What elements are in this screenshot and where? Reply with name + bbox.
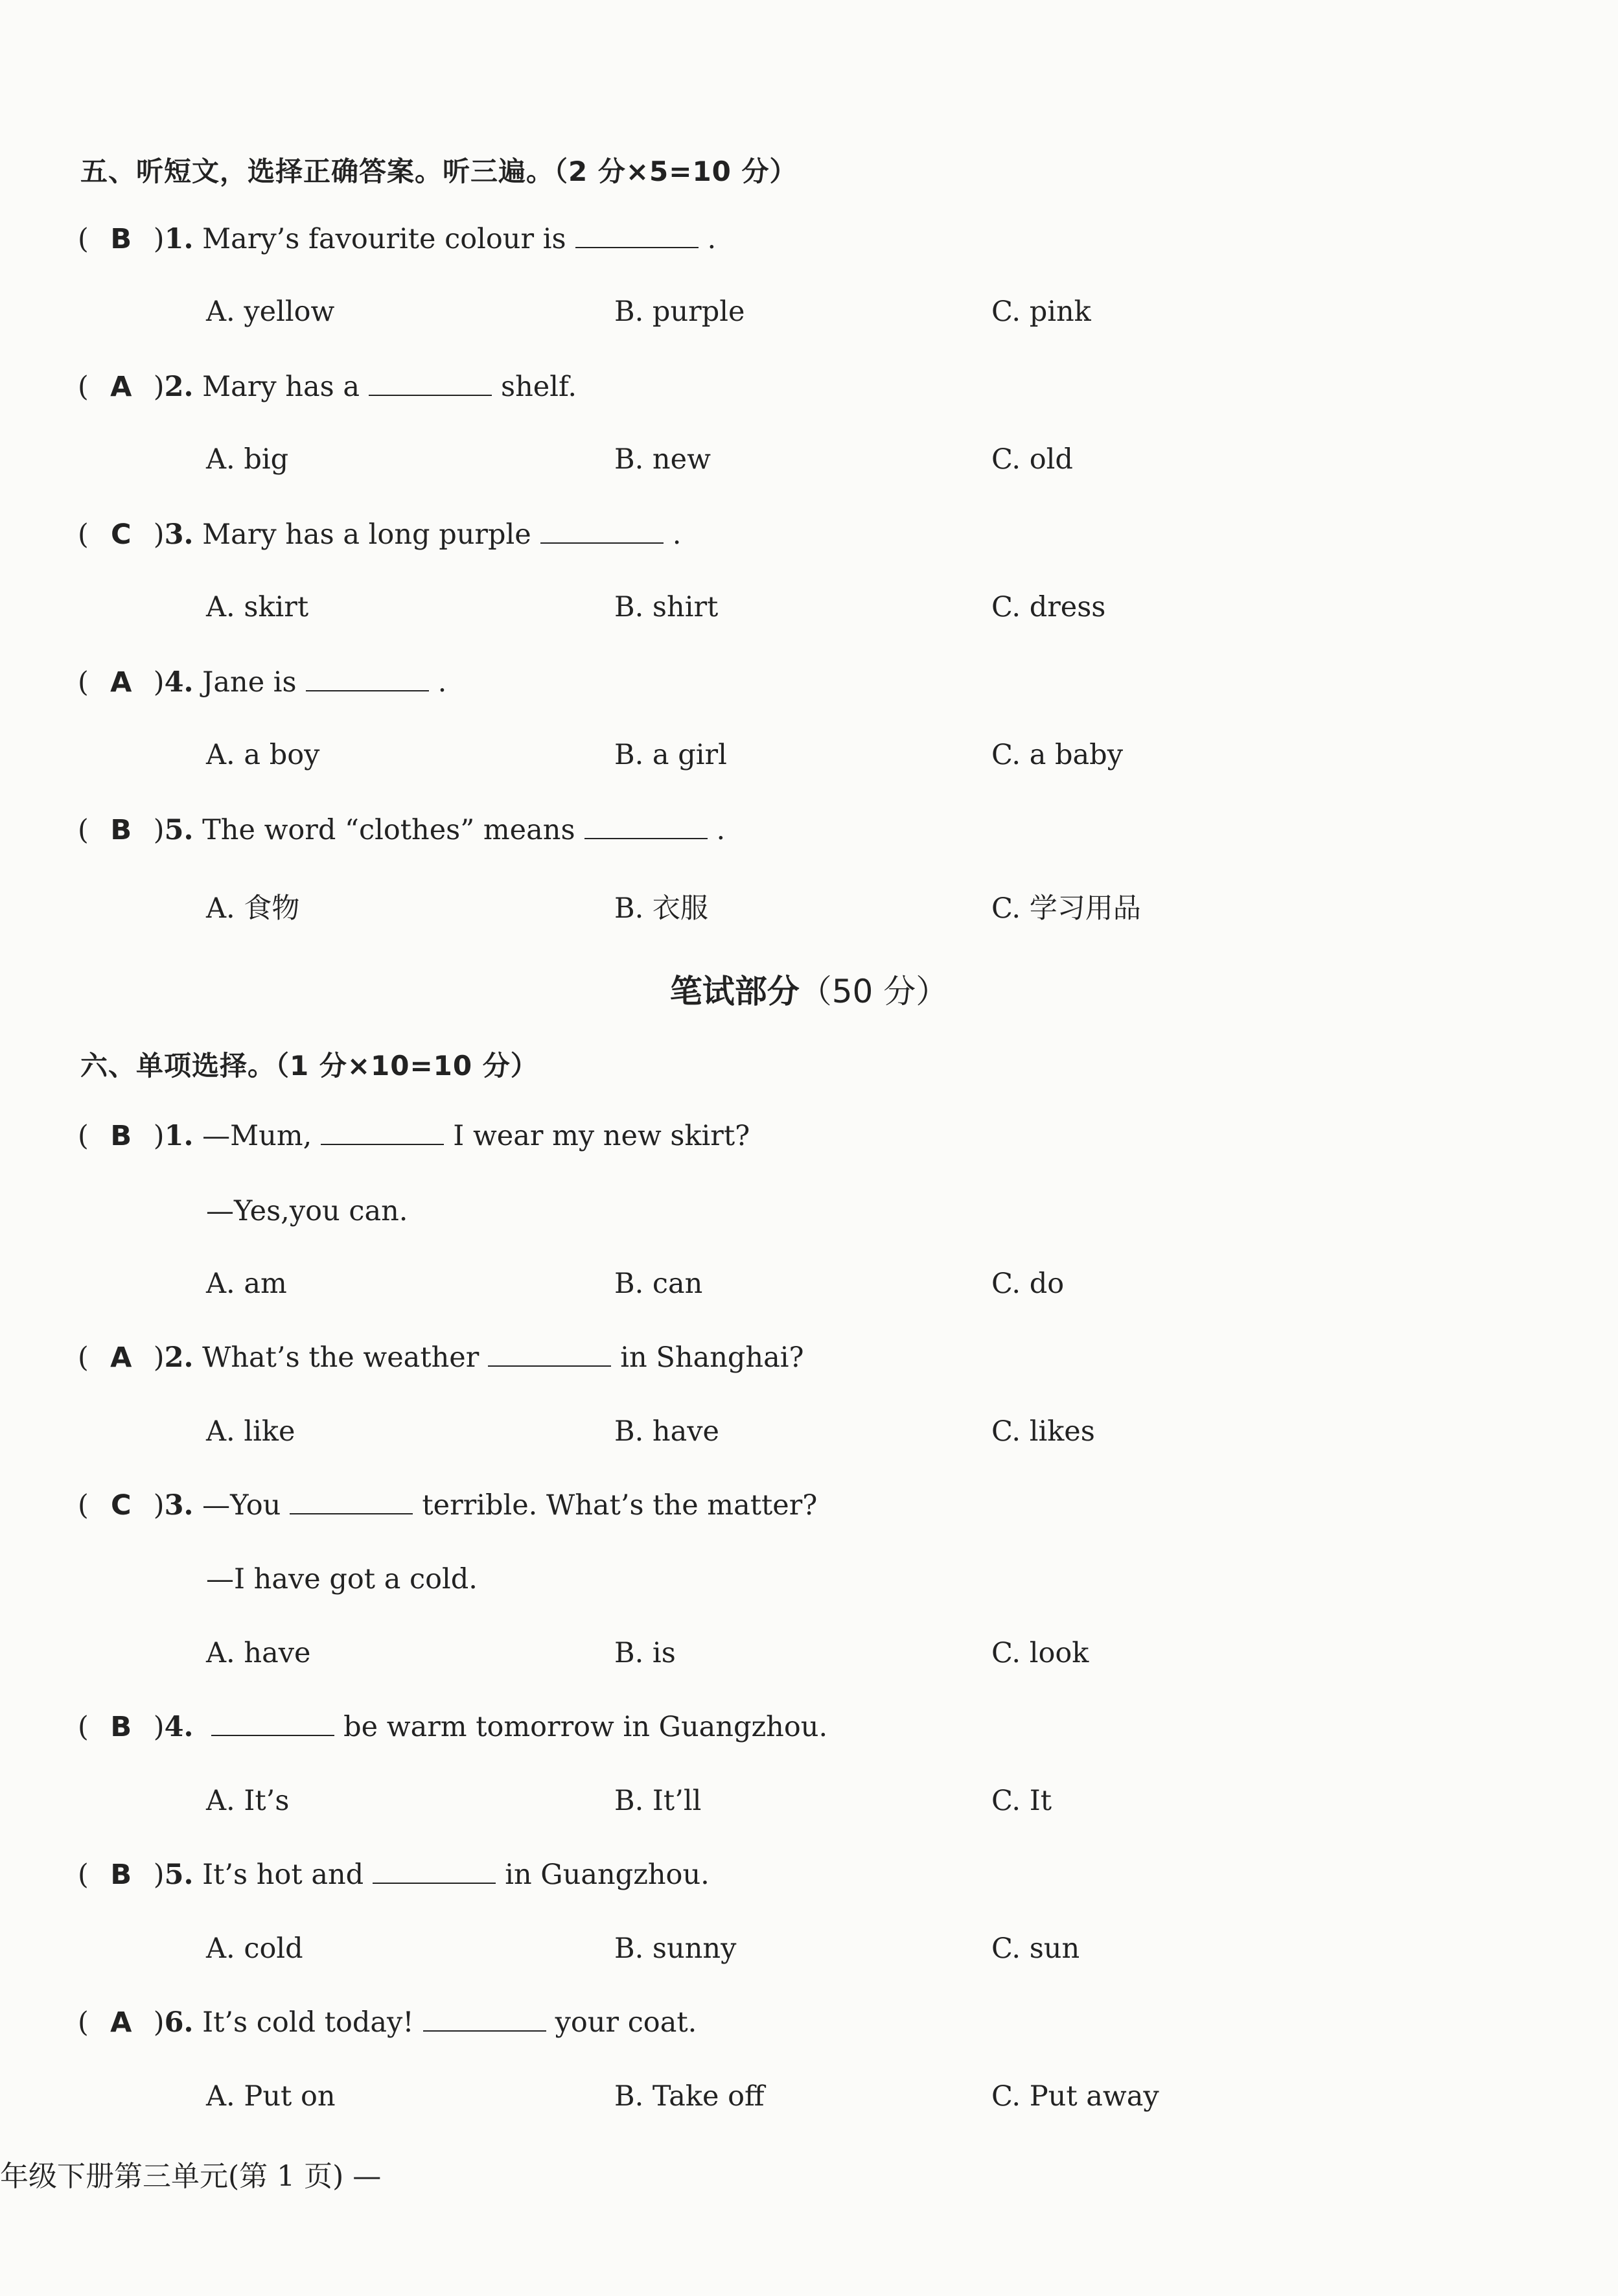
option-a: A. cold bbox=[206, 1932, 303, 1965]
section-5-title: 五、听短文，选择正确答案。听三遍。（2 分×5=10 分） bbox=[80, 156, 798, 187]
option-b: B. shirt bbox=[614, 591, 719, 623]
answer-blank bbox=[575, 247, 699, 248]
written-part-title: 笔试部分（50 分） bbox=[669, 973, 949, 1010]
dialogue-reply: —I have got a cold. bbox=[206, 1563, 478, 1595]
option-a: A. It’s bbox=[206, 1785, 290, 1817]
option-c: C. It bbox=[991, 1785, 1052, 1817]
answer-mark: A bbox=[110, 371, 132, 403]
answer-blank bbox=[373, 1883, 496, 1884]
dialogue-reply: —Yes,you can. bbox=[206, 1195, 408, 1227]
page-footer: 年级下册第三单元(第 1 页) — bbox=[0, 2160, 382, 2193]
option-a: A. Put on bbox=[206, 2080, 336, 2113]
answer-blank bbox=[584, 838, 708, 839]
option-c: C. look bbox=[991, 1637, 1089, 1669]
answer-blank bbox=[321, 1144, 444, 1145]
answer-blank bbox=[488, 1365, 611, 1367]
answer-mark: A bbox=[110, 2006, 132, 2039]
option-c: C. likes bbox=[991, 1415, 1095, 1448]
answer-mark: B bbox=[110, 1120, 132, 1152]
answer-blank bbox=[423, 2030, 546, 2032]
option-a: A. like bbox=[206, 1415, 295, 1448]
s5-question-4: ( A )4. Jane is . bbox=[78, 666, 447, 699]
option-c: C. sun bbox=[991, 1932, 1080, 1965]
option-a: A. yellow bbox=[206, 296, 335, 328]
option-a: A. 食物 bbox=[206, 892, 300, 925]
option-b: B. can bbox=[614, 1268, 703, 1300]
answer-blank bbox=[540, 542, 664, 544]
s5-question-1: ( B )1. Mary’s favourite colour is . bbox=[78, 223, 717, 255]
answer-mark: C bbox=[111, 518, 132, 551]
answer-blank bbox=[306, 690, 429, 691]
answer-blank bbox=[290, 1513, 413, 1514]
s6-question-2: ( A )2. What’s the weather in Shanghai? bbox=[78, 1341, 804, 1374]
answer-mark: B bbox=[110, 814, 132, 846]
option-b: B. new bbox=[614, 443, 711, 476]
option-c: C. a baby bbox=[991, 739, 1123, 771]
option-b: B. 衣服 bbox=[614, 892, 708, 925]
option-a: A. am bbox=[206, 1268, 287, 1300]
section-6-title: 六、单项选择。（1 分×10=10 分） bbox=[80, 1050, 538, 1082]
answer-blank bbox=[369, 395, 492, 396]
option-b: B. is bbox=[614, 1637, 676, 1669]
option-a: A. have bbox=[206, 1637, 311, 1669]
option-b: B. It’ll bbox=[614, 1785, 702, 1817]
option-b: B. sunny bbox=[614, 1932, 737, 1965]
answer-blank bbox=[211, 1735, 334, 1736]
option-c: C. pink bbox=[991, 296, 1091, 328]
s6-question-1: ( B )1. —Mum, I wear my new skirt? bbox=[78, 1120, 750, 1152]
option-a: A. skirt bbox=[206, 591, 309, 623]
option-c: C. Put away bbox=[991, 2080, 1159, 2113]
option-b: B. Take off bbox=[614, 2080, 765, 2113]
s5-question-2: ( A )2. Mary has a shelf. bbox=[78, 371, 577, 403]
answer-mark: B bbox=[110, 1711, 132, 1743]
option-b: B. a girl bbox=[614, 739, 727, 771]
answer-mark: A bbox=[110, 1341, 132, 1374]
answer-mark: B bbox=[110, 223, 132, 255]
option-c: C. dress bbox=[991, 591, 1106, 623]
answer-mark: B bbox=[110, 1859, 132, 1891]
option-c: C. do bbox=[991, 1268, 1065, 1300]
option-a: A. big bbox=[206, 443, 289, 476]
option-c: C. old bbox=[991, 443, 1073, 476]
option-b: B. have bbox=[614, 1415, 720, 1448]
answer-mark: C bbox=[111, 1489, 132, 1522]
option-b: B. purple bbox=[614, 296, 745, 328]
option-a: A. a boy bbox=[206, 739, 320, 771]
s5-question-5: ( B )5. The word “clothes” means . bbox=[78, 814, 726, 846]
s6-question-6: ( A )6. It’s cold today! your coat. bbox=[78, 2006, 697, 2039]
s6-question-4: ( B )4. be warm tomorrow in Guangzhou. bbox=[78, 1711, 828, 1743]
s6-question-5: ( B )5. It’s hot and in Guangzhou. bbox=[78, 1859, 710, 1891]
s6-question-3: ( C )3. —You terrible. What’s the matter? bbox=[78, 1489, 818, 1522]
s5-question-3: ( C )3. Mary has a long purple . bbox=[78, 518, 682, 551]
answer-mark: A bbox=[110, 666, 132, 699]
option-c: C. 学习用品 bbox=[991, 892, 1141, 925]
